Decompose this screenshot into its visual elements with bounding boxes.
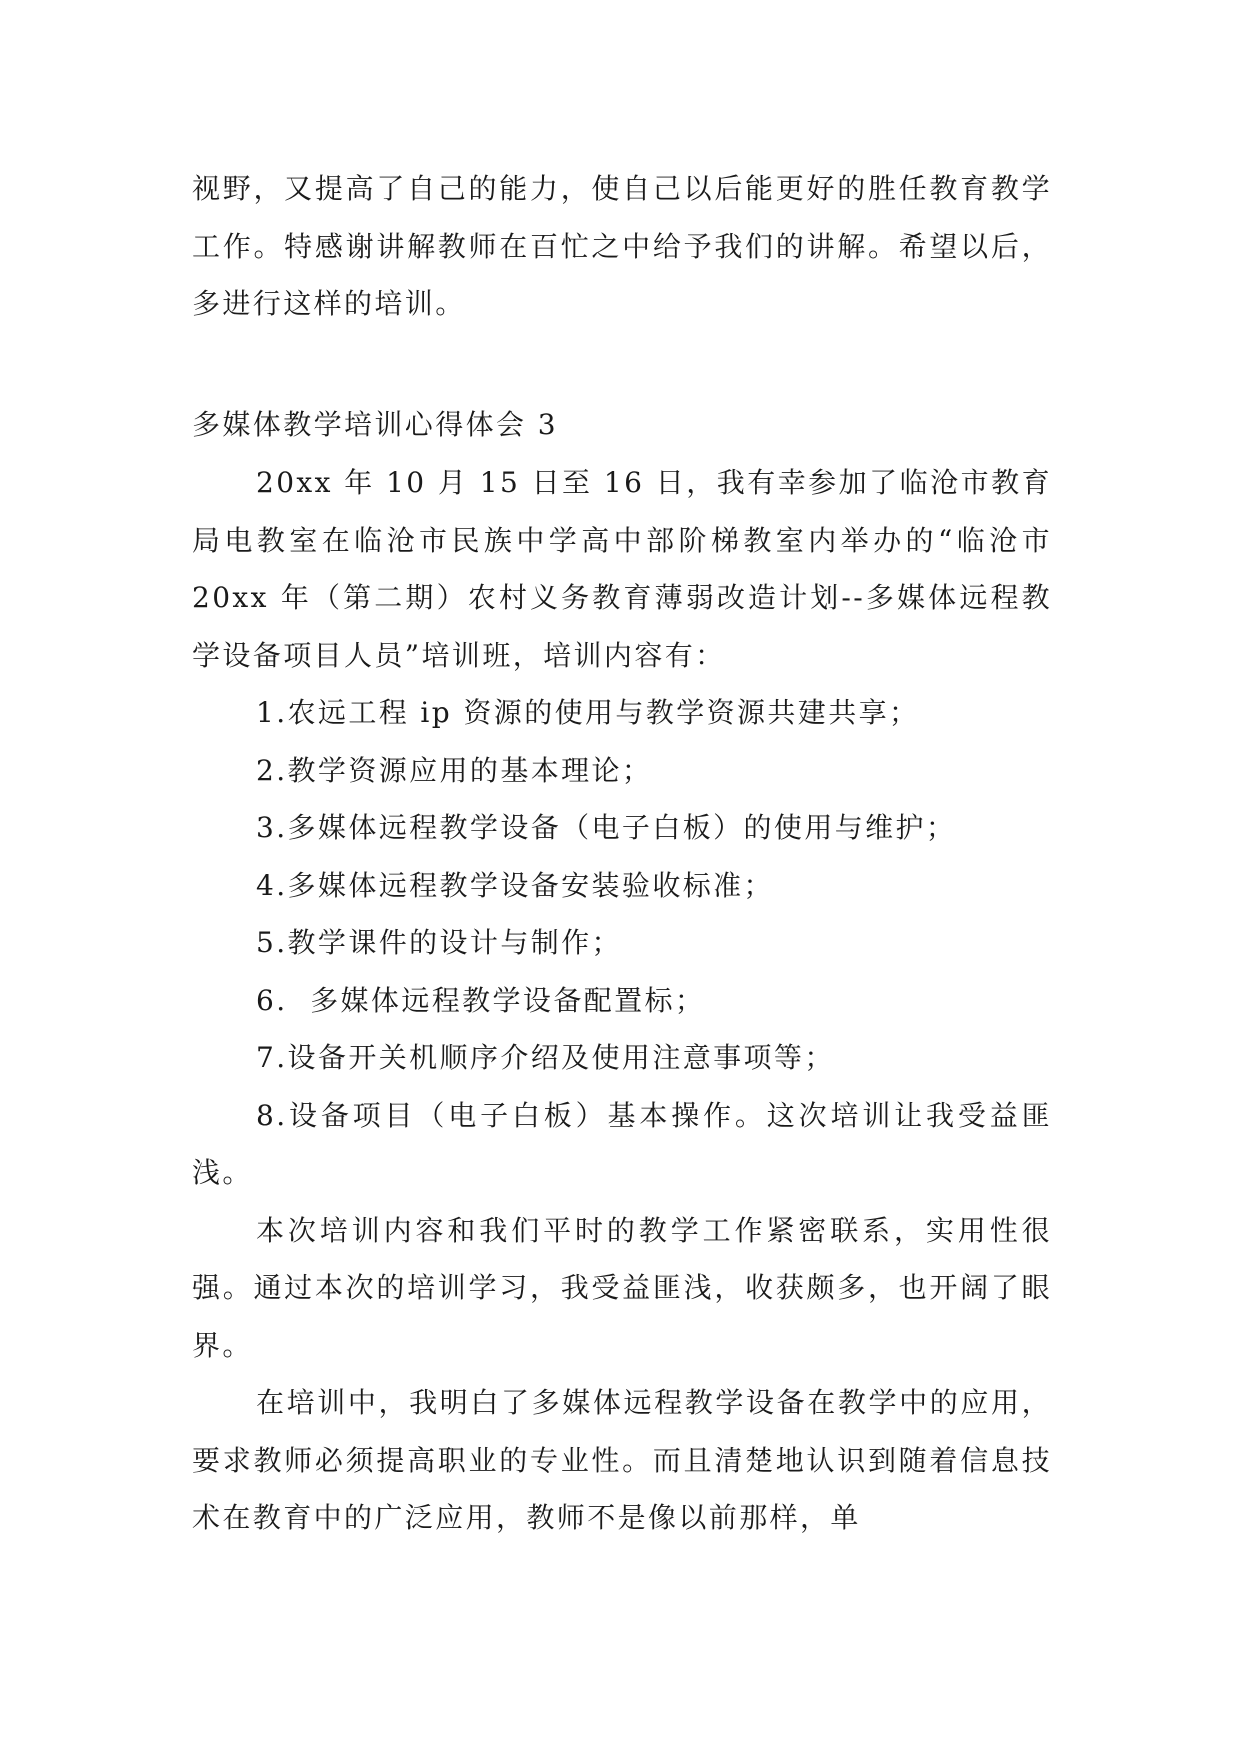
intro-paragraph: 20xx 年 10 月 15 日至 16 日，我有幸参加了临沧市教育局电教室在临沧市民族中学高中部阶梯教室内举办的“临沧市 20xx 年（第二期）农村义务教育薄弱改造计划--多媒体远程教学设备项目人员”培训班，培训内容有： (192, 466, 1052, 672)
list-item: 8.设备项目（电子白板）基本操作。这次培训让我受益匪浅。 (192, 1098, 1052, 1189)
list-item: 7.设备开关机顺序介绍及使用注意事项等； (256, 1041, 835, 1074)
body-block (192, 454, 1052, 1547)
list-item: 5.教学课件的设计与制作； (256, 926, 622, 959)
list-item: 2.教学资源应用的基本理论； (256, 753, 653, 787)
section-heading: 多媒体教学培训心得体会 3 (192, 408, 558, 441)
list-item: 4.多媒体远程教学设备安装验收标准； (256, 868, 774, 902)
lead-paragraph-block (192, 160, 1052, 333)
lead-paragraph: 视野，又提高了自己的能力，使自己以后能更好的胜任教育教学工作。特感谢讲解教师在百忙之中给予我们的讲解。希望以后，多进行这样的培训。 (192, 172, 1052, 320)
list-item: 6. 多媒体远程教学设备配置标； (256, 983, 706, 1017)
list-item: 1.农远工程 ip 资源的使用与教学资源共建共享； (256, 696, 920, 729)
list-item: 3.多媒体远程教学设备（电子白板）的使用与维护； (256, 811, 957, 844)
paragraph-2: 本次培训内容和我们平时的教学工作紧密联系，实用性很强。通过本次的培训学习，我受益匪浅，收获颇多，也开阔了眼界。 (192, 1213, 1052, 1362)
paragraph-3: 在培训中，我明白了多媒体远程教学设备在教学中的应用，要求教师必须提高职业的专业性。而且清楚地认识到随着信息技术在教育中的广泛应用，教师不是像以前那样，单 (192, 1386, 1052, 1534)
